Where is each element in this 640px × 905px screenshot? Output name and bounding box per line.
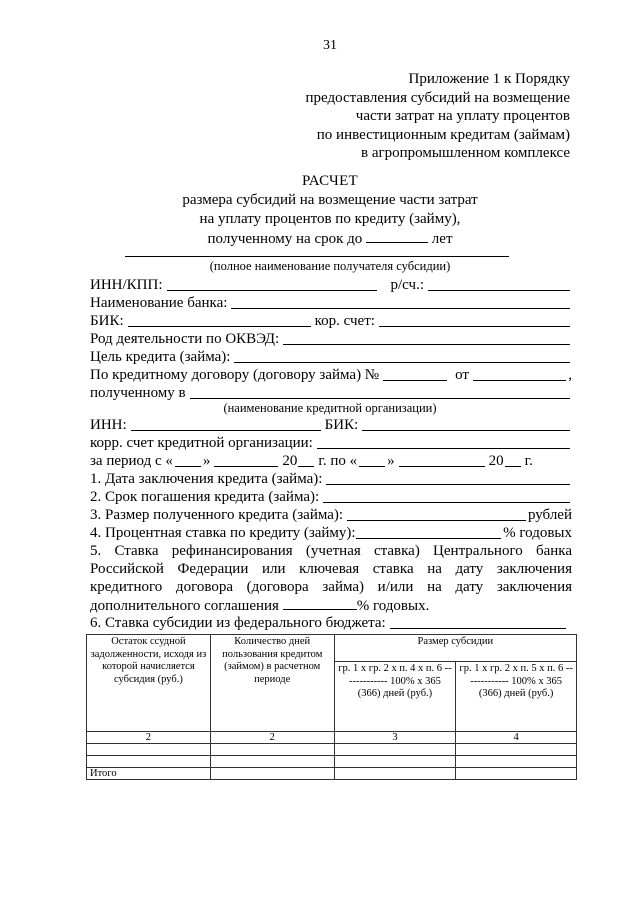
table-cell[interactable] (87, 744, 211, 756)
inn-kpp-label: ИНН/КПП: (90, 277, 163, 293)
credit-inn-field[interactable] (131, 416, 321, 431)
period-start-day-field[interactable] (175, 452, 201, 467)
subsidy-calculation-table (86, 634, 577, 780)
title-heading: РАСЧЕТ (301, 173, 358, 189)
credit-inn-label: ИНН: (90, 417, 127, 433)
header-formula-federal: гр. 1 x гр. 2 x п. 4 x п. 6 ------------- 100% x 365 (366) дней (руб.) (334, 662, 456, 732)
appendix-line: части затрат на уплату процентов (355, 108, 570, 124)
contract-date-field[interactable] (473, 366, 566, 381)
period-end-year-field[interactable] (505, 452, 521, 467)
appendix-line: Приложение 1 к Порядку (408, 71, 570, 87)
header-formula-refinancing: гр. 1 x гр. 2 x п. 5 x п. 6 ------------- 100% x 365 (366) дней (руб.) (456, 662, 577, 732)
table-cell[interactable] (210, 756, 334, 768)
okved-field[interactable] (283, 330, 570, 345)
recipient-name-field[interactable] (125, 256, 509, 257)
item-3-row (90, 506, 572, 524)
item-5-suffix: % годовых. (356, 598, 430, 614)
column-number: 2 (87, 732, 211, 744)
item-3-label: 3. Размер полученного кредита (займа): (90, 507, 344, 523)
column-numbers-row (87, 732, 577, 744)
bik-row (90, 312, 572, 330)
recipient-caption: (полное наименование получателя субсидии) (209, 259, 451, 273)
item-3-field[interactable] (347, 506, 526, 521)
period-end-label: г. (524, 453, 533, 469)
column-number: 3 (334, 732, 456, 744)
table-cell[interactable] (334, 756, 456, 768)
bank-name-row (90, 294, 572, 312)
bank-name-field[interactable] (231, 294, 570, 309)
purpose-row (90, 348, 572, 366)
table-cell[interactable] (456, 756, 577, 768)
item-6-field[interactable] (390, 614, 566, 629)
corr-account-field[interactable] (379, 312, 570, 327)
item-5-text: 5. Ставка рефинансирования (учетная ставка) Центрального банка Российской Федерации или ключевая ставка на дату заключения кредитного договора (договора займа) и/или на дату заключения дополнительного соглашения (90, 543, 572, 614)
contract-comma: , (568, 367, 572, 383)
period-row (90, 452, 572, 470)
appendix-note (306, 70, 571, 163)
item-2-row (90, 488, 572, 506)
bank-name-label: Наименование банка: (90, 295, 228, 311)
contract-row (90, 366, 572, 384)
total-cell[interactable] (334, 768, 456, 780)
table-total-row (87, 768, 577, 780)
item-4-label: 4. Процентная ставка по кредиту (займу): (90, 525, 356, 541)
bik-field[interactable] (128, 312, 311, 327)
credit-inn-row (90, 416, 572, 434)
item-6-row (90, 614, 572, 632)
credit-bik-label: БИК: (324, 417, 359, 433)
item-2-field[interactable] (323, 488, 570, 503)
contract-number-field[interactable] (383, 366, 447, 381)
corr-account-label: кор. счет: (314, 313, 375, 329)
period-quote-2: » (387, 453, 395, 469)
received-in-label: полученному в (90, 385, 186, 401)
table-cell[interactable] (210, 744, 334, 756)
appendix-line: в агропромышленном комплексе (361, 145, 570, 161)
item-6-label: 6. Ставка субсидии из федерального бюджета: (90, 615, 386, 631)
header-subsidy-amount: Размер субсидии (334, 635, 576, 662)
term-suffix: лет (431, 231, 453, 247)
total-label: Итого (87, 768, 211, 780)
page-number: 31 (323, 38, 337, 53)
contract-label: По кредитному договору (договору займа) № (90, 367, 380, 383)
received-in-row (90, 384, 572, 402)
item-3-suffix: рублей (527, 507, 572, 523)
okved-label: Род деятельности по ОКВЭД: (90, 331, 280, 347)
header-remaining-debt: Остаток ссудной задолженности, исходя из которой начисляется субсидия (руб.) (87, 635, 211, 732)
purpose-field[interactable] (234, 348, 570, 363)
appendix-line: по инвестиционным кредитам (займам) (316, 126, 570, 143)
item-1-field[interactable] (326, 470, 570, 485)
term-prefix: полученному на срок до (207, 231, 363, 247)
credit-bik-field[interactable] (362, 416, 570, 431)
title-line-2: на уплату процентов по кредиту (займу), (199, 211, 461, 227)
period-end-day-field[interactable] (359, 452, 385, 467)
column-number: 2 (210, 732, 334, 744)
okved-row (90, 330, 572, 348)
table-cell[interactable] (334, 744, 456, 756)
table-row (87, 756, 577, 768)
title-line-1: размера субсидий на возмещение части затрат (182, 192, 478, 208)
period-end-month-field[interactable] (399, 452, 485, 467)
account-label: р/сч.: (390, 277, 425, 293)
total-cell[interactable] (210, 768, 334, 780)
item-5-field[interactable] (283, 596, 357, 610)
appendix-line: предоставления субсидий на возмещение (305, 89, 570, 106)
credit-organization-field[interactable] (190, 384, 570, 399)
table-row (87, 744, 577, 756)
term-years-field[interactable] (366, 229, 428, 243)
credit-corr-field[interactable] (317, 434, 570, 449)
table-header-row (87, 635, 577, 662)
period-year-2: 20 (488, 453, 504, 469)
table-cell[interactable] (87, 756, 211, 768)
document-title (80, 172, 580, 249)
item-5 (90, 542, 572, 615)
item-4-field[interactable] (356, 524, 502, 539)
period-quote-1: » (202, 453, 211, 469)
period-from-label: за период с « (90, 453, 173, 469)
inn-kpp-row (90, 276, 572, 294)
purpose-label: Цель кредита (займа): (90, 349, 231, 365)
inn-kpp-field[interactable] (167, 276, 377, 291)
contract-from-label: от (455, 367, 469, 383)
credit-corr-label: корр. счет кредитной организации: (90, 435, 313, 451)
account-field[interactable] (428, 276, 570, 291)
column-number: 4 (456, 732, 577, 744)
table-cell[interactable] (456, 744, 577, 756)
header-days-used: Количество дней пользования кредитом (займом) в расчетном периоде (210, 635, 334, 732)
item-1-row (90, 470, 572, 488)
bik-label: БИК: (90, 313, 124, 329)
item-2-label: 2. Срок погашения кредита (займа): (90, 489, 320, 505)
total-cell[interactable] (456, 768, 577, 780)
period-start-month-field[interactable] (214, 452, 278, 467)
item-1-label: 1. Дата заключения кредита (займа): (90, 471, 323, 487)
period-start-year-field[interactable] (298, 452, 314, 467)
title-line-3 (80, 229, 580, 249)
credit-corr-row (90, 434, 572, 452)
item-4-suffix: % годовых (503, 525, 572, 541)
credit-org-caption: (наименование кредитной организации) (223, 401, 437, 415)
period-year-1: 20 (282, 453, 298, 469)
item-4-row (90, 524, 572, 542)
period-to-label: г. по « (318, 453, 358, 469)
